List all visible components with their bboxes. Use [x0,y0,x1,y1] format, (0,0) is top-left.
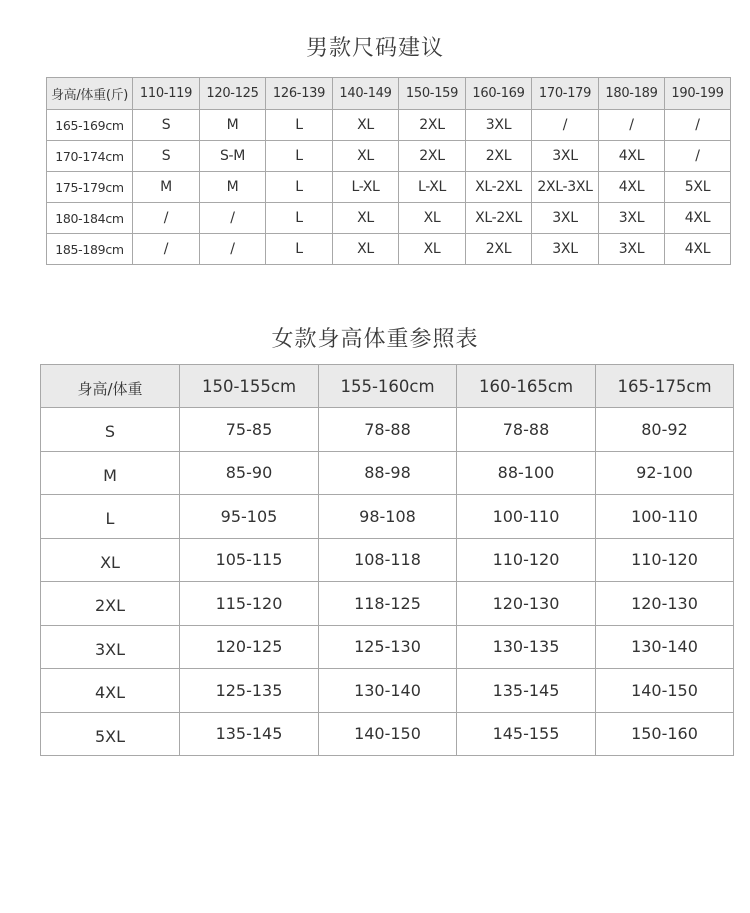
men-height-label: 170-174cm [47,141,133,172]
men-size-cell: M [200,110,266,141]
men-table-row [47,172,731,203]
women-size-table [40,364,734,756]
women-table-row [41,582,734,626]
men-size-cell: M [133,172,200,203]
men-size-table [46,77,731,265]
women-height-column-header: 150-155cm [180,365,319,408]
women-weight-cell: 95-105 [180,495,319,539]
men-size-cell: / [532,110,599,141]
women-height-column-header: 165-175cm [596,365,734,408]
women-size-label: 2XL [41,582,180,626]
men-size-cell: L [266,141,333,172]
men-weight-column-header: 110-119 [133,78,200,110]
women-size-label: 3XL [41,625,180,669]
men-size-cell: 2XL [399,110,466,141]
men-size-cell: XL [333,203,399,234]
men-size-cell: / [133,203,200,234]
men-size-cell: XL [333,110,399,141]
women-weight-cell: 78-88 [319,408,457,452]
women-weight-cell: 100-110 [457,495,596,539]
women-table-row [41,408,734,452]
women-table-row [41,712,734,756]
men-size-cell: S-M [200,141,266,172]
women-weight-cell: 135-145 [457,669,596,713]
women-weight-cell: 145-155 [457,712,596,756]
women-weight-cell: 130-140 [596,625,734,669]
men-size-cell: 2XL [466,141,532,172]
women-weight-cell: 140-150 [319,712,457,756]
men-size-cell: / [200,203,266,234]
women-size-label: M [41,451,180,495]
men-height-label: 175-179cm [47,172,133,203]
men-size-cell: / [665,110,731,141]
men-size-cell: XL-2XL [466,203,532,234]
women-weight-cell: 75-85 [180,408,319,452]
men-weight-column-header: 120-125 [200,78,266,110]
men-size-cell: / [200,234,266,265]
men-size-cell: S [133,141,200,172]
women-size-chart-title: 女款身高体重参照表 [271,327,479,352]
men-size-cell: S [133,110,200,141]
women-table-row [41,538,734,582]
men-corner-header: 身高/体重(斤) [47,78,133,110]
women-height-column-header: 155-160cm [319,365,457,408]
women-weight-cell: 130-140 [319,669,457,713]
men-table-row [47,234,731,265]
men-size-cell: 3XL [532,141,599,172]
men-size-cell: 2XL-3XL [532,172,599,203]
women-weight-cell: 120-130 [596,582,734,626]
men-weight-column-header: 190-199 [665,78,731,110]
men-size-cell: 2XL [466,234,532,265]
women-height-column-header: 160-165cm [457,365,596,408]
men-size-cell: 4XL [599,141,665,172]
men-size-cell: / [133,234,200,265]
women-weight-cell: 78-88 [457,408,596,452]
men-size-chart-title: 男款尺码建议 [305,36,444,61]
men-size-cell: 2XL [399,141,466,172]
women-weight-cell: 135-145 [180,712,319,756]
men-height-label: 180-184cm [47,203,133,234]
men-size-cell: 5XL [665,172,731,203]
men-weight-column-header: 160-169 [466,78,532,110]
women-weight-cell: 105-115 [180,538,319,582]
women-weight-cell: 100-110 [596,495,734,539]
women-weight-cell: 85-90 [180,451,319,495]
women-weight-cell: 92-100 [596,451,734,495]
women-weight-cell: 80-92 [596,408,734,452]
women-weight-cell: 98-108 [319,495,457,539]
men-weight-column-header: 150-159 [399,78,466,110]
men-size-cell: 4XL [599,172,665,203]
men-size-cell: 3XL [466,110,532,141]
men-size-cell: 3XL [599,203,665,234]
women-weight-cell: 150-160 [596,712,734,756]
women-weight-cell: 88-100 [457,451,596,495]
women-size-label: L [41,495,180,539]
men-size-cell: / [665,141,731,172]
men-size-cell: 3XL [532,203,599,234]
men-size-cell: L [266,203,333,234]
men-table-row [47,203,731,234]
women-size-label: S [41,408,180,452]
women-size-label: 4XL [41,669,180,713]
men-size-cell: L-XL [333,172,399,203]
men-size-cell: XL-2XL [466,172,532,203]
women-weight-cell: 115-120 [180,582,319,626]
men-table-row [47,110,731,141]
women-table-row [41,625,734,669]
women-table-row [41,495,734,539]
men-weight-column-header: 140-149 [333,78,399,110]
women-weight-cell: 130-135 [457,625,596,669]
women-weight-cell: 88-98 [319,451,457,495]
men-size-cell: 4XL [665,234,731,265]
women-weight-cell: 110-120 [596,538,734,582]
men-size-cell: M [200,172,266,203]
men-weight-column-header: 126-139 [266,78,333,110]
men-size-cell: XL [333,141,399,172]
men-height-label: 165-169cm [47,110,133,141]
women-weight-cell: 108-118 [319,538,457,582]
men-size-cell: 3XL [599,234,665,265]
women-weight-cell: 125-130 [319,625,457,669]
men-table-row [47,141,731,172]
women-table-row [41,669,734,713]
men-size-cell: / [599,110,665,141]
men-size-cell: L [266,172,333,203]
women-weight-cell: 118-125 [319,582,457,626]
men-size-cell: XL [399,234,466,265]
women-weight-cell: 125-135 [180,669,319,713]
women-size-label: XL [41,538,180,582]
men-weight-column-header: 180-189 [599,78,665,110]
women-size-label: 5XL [41,712,180,756]
women-header-row [41,365,734,408]
men-size-cell: L [266,234,333,265]
women-weight-cell: 120-130 [457,582,596,626]
men-size-cell: L [266,110,333,141]
men-weight-column-header: 170-179 [532,78,599,110]
men-size-cell: L-XL [399,172,466,203]
men-size-cell: 3XL [532,234,599,265]
women-table-row [41,451,734,495]
men-size-cell: XL [399,203,466,234]
men-size-cell: 4XL [665,203,731,234]
women-weight-cell: 120-125 [180,625,319,669]
men-size-cell: XL [333,234,399,265]
men-header-row [47,78,731,110]
women-corner-header: 身高/体重 [41,365,180,408]
men-height-label: 185-189cm [47,234,133,265]
women-weight-cell: 110-120 [457,538,596,582]
women-weight-cell: 140-150 [596,669,734,713]
